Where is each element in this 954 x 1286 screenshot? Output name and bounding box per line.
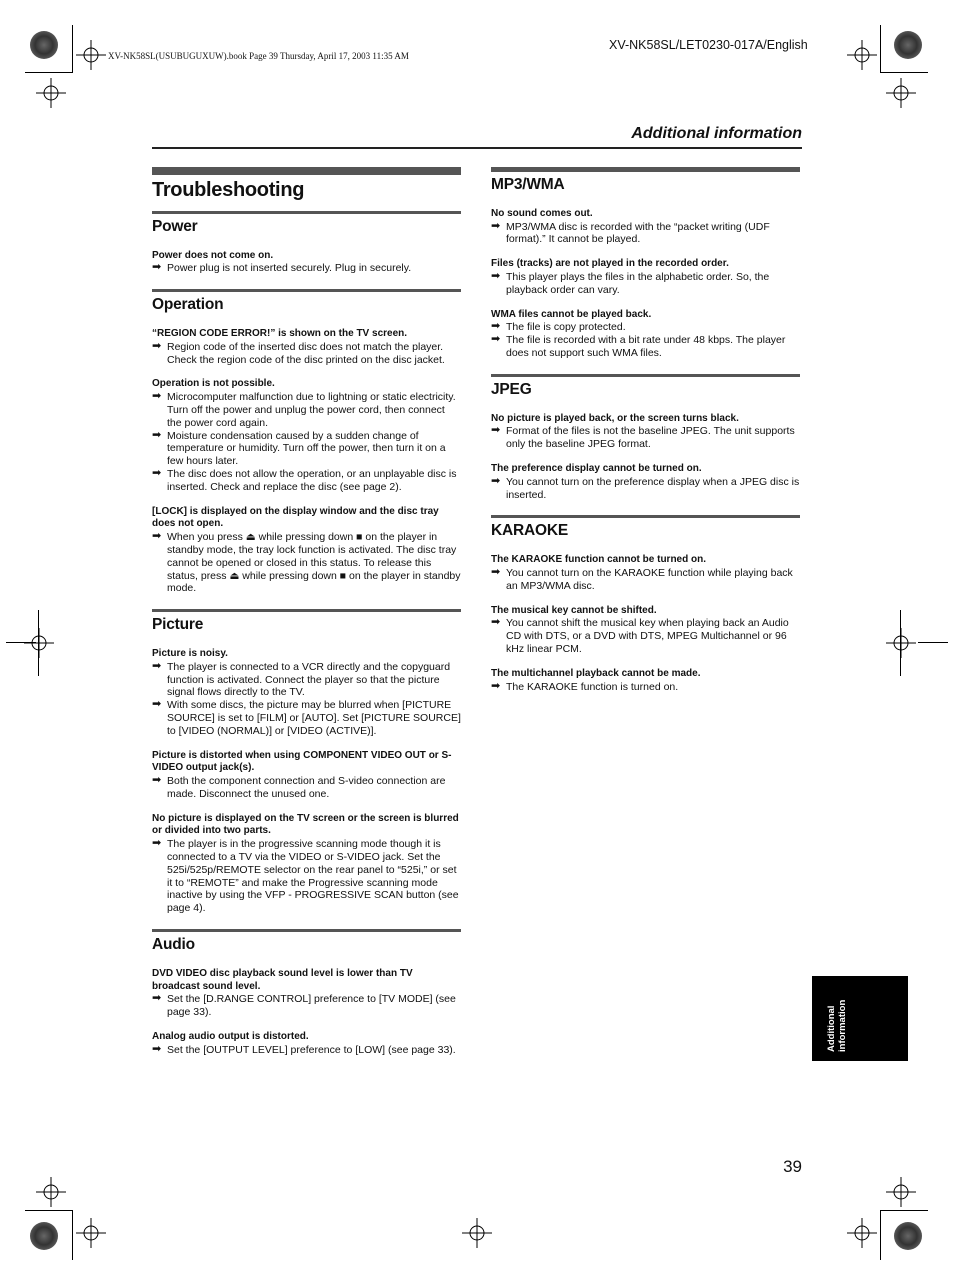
left-sections xyxy=(152,211,461,1057)
issue-remedy xyxy=(152,262,461,275)
issue-symptom: No picture is played back, or the screen turns black. xyxy=(491,412,739,424)
issue-remedy xyxy=(152,341,461,367)
issue-symptom: The multichannel playback cannot be made. xyxy=(491,667,701,679)
section-bar xyxy=(491,374,800,377)
section-bar xyxy=(152,211,461,214)
remedy-text: The player is in the progressive scanning mode though it is connected to a TV via the VIDEO or S-VIDEO jack. Set the 525i/525p/REMOTE selector on the rear panel to “525i,” or set it to “REMOTE” and make the Progressive scanning mode inactive by using the VFP - PROGRESSIVE SCAN button (see page 4). xyxy=(167,838,459,915)
crosshair-icon xyxy=(24,628,54,658)
crosshair-icon xyxy=(76,1218,106,1248)
crosshair-icon xyxy=(886,78,916,108)
remedy-text: Set the [OUTPUT LEVEL] preference to [LOW] (see page 33). xyxy=(167,1043,456,1056)
remedy-text: The disc does not allow the operation, or an unplayable disc is inserted. Check and replace the disc (see page 2). xyxy=(167,467,457,493)
section-karaoke xyxy=(491,515,800,693)
issue-item xyxy=(152,750,461,801)
arrow-right-icon: ➡ xyxy=(491,269,501,282)
header-rule xyxy=(152,147,802,149)
crosshair-icon xyxy=(886,1177,916,1207)
issue-remedy xyxy=(491,617,800,655)
remedy-text: Power plug is not inserted securely. Plug in securely. xyxy=(167,262,412,275)
section-audio xyxy=(152,929,461,1057)
remedy-text: When you press ⏏ while pressing down ■ on the player in standby mode, the tray lock function is activated. The disc tray cannot be opened or closed in this status. To release this status, press ⏏ while pressing down ■ on the player in standby mode. xyxy=(167,531,461,595)
section-jpeg xyxy=(491,374,800,502)
section-title: Additional information xyxy=(631,125,802,142)
remedy-text: You cannot turn on the KARAOKE function while playing back an MP3/WMA disc. xyxy=(506,566,793,592)
arrow-right-icon: ➡ xyxy=(152,339,162,352)
side-tab-label: Additional information xyxy=(826,999,848,1052)
issue-symptom: WMA files cannot be played back. xyxy=(491,308,652,320)
issue-item xyxy=(152,1031,461,1057)
section-operation xyxy=(152,289,461,595)
issue-symptom: [LOCK] is displayed on the display window and the disc tray does not open. xyxy=(152,505,439,530)
section-heading: Power xyxy=(152,217,198,235)
issue-item xyxy=(152,813,461,915)
crosshair-icon xyxy=(36,78,66,108)
issue-item xyxy=(152,250,461,276)
title-bar xyxy=(152,167,461,175)
issue-symptom: The musical key cannot be shifted. xyxy=(491,604,657,616)
issue-remedy xyxy=(491,221,800,247)
arrow-right-icon: ➡ xyxy=(491,219,501,232)
remedy-text: Region code of the inserted disc does not match the player. Check the region code of the disc printed on the disc jacket. xyxy=(167,340,445,366)
issue-remedy xyxy=(152,775,461,801)
arrow-right-icon: ➡ xyxy=(152,992,162,1005)
section-bar xyxy=(491,515,800,518)
remedy-text: You cannot shift the musical key when playing back an Audio CD with DTS, or a DVD with DTS, MPEG Multichannel or 96 kHz linear PCM. xyxy=(506,617,789,655)
section-power xyxy=(152,211,461,275)
issue-remedy xyxy=(152,838,461,915)
remedy-text: The file is copy protected. xyxy=(506,321,626,334)
issue-item xyxy=(152,378,461,493)
issue-remedy xyxy=(491,476,800,502)
section-bar xyxy=(152,289,461,292)
arrow-right-icon: ➡ xyxy=(491,333,501,346)
section-picture xyxy=(152,609,461,915)
section-heading: MP3/WMA xyxy=(491,176,565,193)
arrow-right-icon: ➡ xyxy=(152,698,162,711)
issue-remedy xyxy=(152,699,461,737)
crosshair-icon xyxy=(76,40,106,70)
remedy-text: Moisture condensation caused by a sudden change of temperature or humidity. Turn off the power, then turn it on a few hours later. xyxy=(167,429,446,468)
right-sections xyxy=(491,167,800,693)
issue-symptom: DVD VIDEO disc playback sound level is lower than TV broadcast sound level. xyxy=(152,967,413,992)
issue-remedy xyxy=(491,334,800,360)
issue-remedy xyxy=(152,993,461,1019)
right-column xyxy=(491,167,800,705)
remedy-text: The player is connected to a VCR directly and the copyguard function is activated. Connect the player so that the picture signal flows directly to the TV. xyxy=(167,660,451,699)
issue-symptom: No sound comes out. xyxy=(491,207,593,219)
left-column xyxy=(152,167,461,1069)
issue-remedy xyxy=(491,567,800,593)
issue-symptom: Operation is not possible. xyxy=(152,378,275,390)
arrow-right-icon: ➡ xyxy=(152,837,162,850)
issue-symptom: “REGION CODE ERROR!” is shown on the TV screen. xyxy=(152,327,408,339)
issue-symptom: No picture is displayed on the TV screen or the screen is blurred or divided into two parts. xyxy=(152,812,459,837)
issue-item xyxy=(491,309,800,360)
section-bar xyxy=(491,167,800,172)
remedy-text: The KARAOKE function is turned on. xyxy=(506,680,679,693)
arrow-right-icon: ➡ xyxy=(491,320,501,333)
remedy-text: Format of the files is not the baseline JPEG. The unit supports only the baseline JPEG format. xyxy=(506,425,795,451)
issue-symptom: Power does not come on. xyxy=(152,249,274,261)
issue-item xyxy=(491,258,800,296)
arrow-right-icon: ➡ xyxy=(152,530,162,543)
remedy-text: The file is recorded with a bit rate under 48 kbps. The player does not support such WMA files. xyxy=(506,334,786,359)
issue-remedy xyxy=(152,661,461,699)
crosshair-icon xyxy=(462,1218,492,1248)
issue-item xyxy=(152,328,461,366)
model-code: XV-NK58SL/LET0230-017A/English xyxy=(609,38,808,52)
issue-symptom: Picture is distorted when using COMPONENT VIDEO OUT or S-VIDEO output jack(s). xyxy=(152,749,452,774)
arrow-right-icon: ➡ xyxy=(491,424,501,437)
section-heading: Audio xyxy=(152,936,195,954)
issue-symptom: Picture is noisy. xyxy=(152,647,228,659)
arrow-right-icon: ➡ xyxy=(152,390,162,403)
issue-remedy xyxy=(152,430,461,468)
file-info-line: XV-NK58SL(USUBUGUXUW).book Page 39 Thursday, April 17, 2003 11:35 AM xyxy=(108,51,409,61)
remedy-text: This player plays the files in the alphabetic order. So, the playback order can vary. xyxy=(506,270,770,296)
remedy-text: Both the component connection and S-video connection are made. Disconnect the unused one. xyxy=(167,775,446,800)
issue-remedy xyxy=(491,425,800,451)
arrow-right-icon: ➡ xyxy=(491,565,501,578)
remedy-text: MP3/WMA disc is recorded with the “packet writing (UDF format).” It cannot be played. xyxy=(506,220,770,246)
page-number: 39 xyxy=(783,1157,802,1176)
crosshair-icon xyxy=(847,1218,877,1248)
issue-item xyxy=(152,968,461,1019)
issue-remedy xyxy=(491,681,800,694)
arrow-right-icon: ➡ xyxy=(152,466,162,479)
issue-symptom: Analog audio output is distorted. xyxy=(152,1031,309,1043)
section-mp3-wma xyxy=(491,167,800,360)
issue-symptom: The KARAOKE function cannot be turned on. xyxy=(491,554,706,566)
issue-remedy xyxy=(152,391,461,429)
section-bar xyxy=(152,609,461,612)
remedy-text: With some discs, the picture may be blurred when [PICTURE SOURCE] is set to [FILM] or [AUTO]. Set [PICTURE SOURCE] to [VIDEO (NORMAL)] or [VIDEO (ACTIVE)]. xyxy=(167,699,461,737)
section-heading: KARAOKE xyxy=(491,522,568,540)
issue-item xyxy=(491,463,800,501)
issue-symptom: Files (tracks) are not played in the recorded order. xyxy=(491,258,729,270)
crosshair-icon xyxy=(36,1177,66,1207)
issue-item xyxy=(491,668,800,694)
issue-item xyxy=(491,413,800,451)
remedy-text: Microcomputer malfunction due to lightning or static electricity. Turn off the power and unplug the power cord, then connect the power cord again. xyxy=(167,391,456,429)
issue-item xyxy=(152,648,461,738)
remedy-text: You cannot turn on the preference display when a JPEG disc is inserted. xyxy=(506,475,800,501)
issue-item xyxy=(491,605,800,656)
issue-remedy xyxy=(491,271,800,297)
arrow-right-icon: ➡ xyxy=(152,659,162,672)
section-heading: Operation xyxy=(152,296,224,314)
issue-remedy xyxy=(491,321,800,334)
crosshair-icon xyxy=(886,628,916,658)
arrow-right-icon: ➡ xyxy=(491,616,501,629)
arrow-right-icon: ➡ xyxy=(152,261,162,274)
issue-remedy xyxy=(152,531,461,595)
issue-remedy xyxy=(152,468,461,494)
issue-item xyxy=(152,506,461,596)
issue-item xyxy=(491,208,800,246)
remedy-text: Set the [D.RANGE CONTROL] preference to [TV MODE] (see page 33). xyxy=(167,993,456,1019)
crosshair-icon xyxy=(847,40,877,70)
issue-symptom: The preference display cannot be turned on. xyxy=(491,462,702,474)
arrow-right-icon: ➡ xyxy=(152,1042,162,1055)
arrow-right-icon: ➡ xyxy=(152,774,162,787)
side-tab xyxy=(812,976,908,1061)
page-title: Troubleshooting xyxy=(152,179,305,201)
section-bar xyxy=(152,929,461,932)
arrow-right-icon: ➡ xyxy=(491,679,501,692)
section-heading: JPEG xyxy=(491,380,532,398)
section-heading: Picture xyxy=(152,616,204,634)
issue-remedy xyxy=(152,1044,461,1057)
issue-item xyxy=(491,554,800,592)
arrow-right-icon: ➡ xyxy=(152,428,162,441)
arrow-right-icon: ➡ xyxy=(491,474,501,487)
